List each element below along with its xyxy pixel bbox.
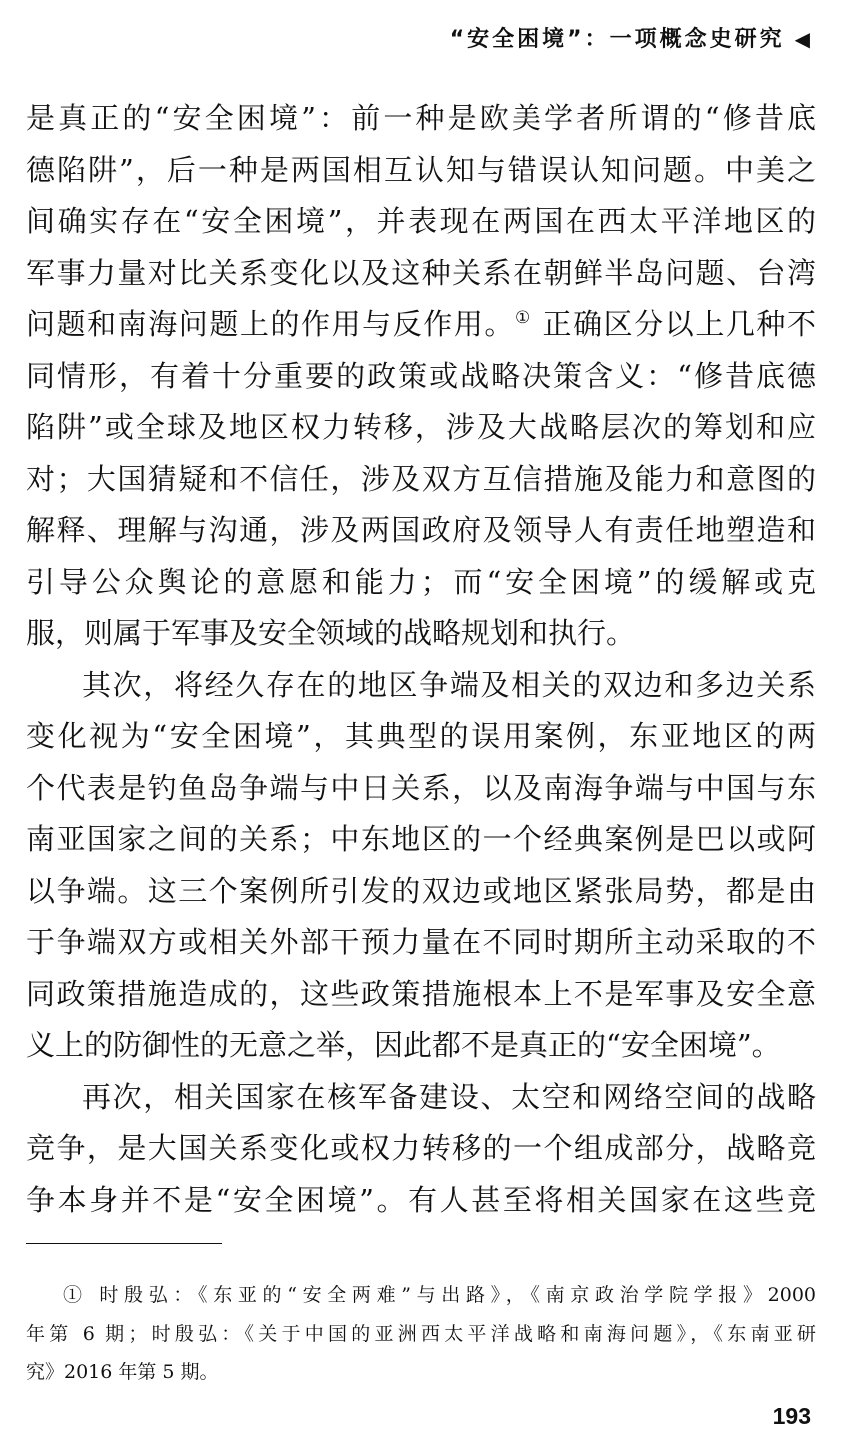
paragraph-first-line: 再次，相关国家在核军备建设、太空和网络空间的战略 — [82, 1079, 816, 1114]
footnote-reference[interactable]: ① — [514, 308, 532, 328]
text-line: 对；大国猜疑和不信任，涉及双方互信措施及能力和意图的 — [26, 461, 816, 496]
text-line: 陷阱”或全球及地区权力转移，涉及大战略层次的筹划和应 — [26, 410, 816, 444]
text-segment: 正确区分以上几种不 — [531, 307, 816, 341]
text-line: 引导公众舆论的意愿和能力；而“安全困境”的缓解或克 — [26, 564, 816, 599]
page-marker-icon: ◀ — [794, 27, 813, 51]
text-line: 德陷阱”，后一种是两国相互认知与错误认知问题。中美之 — [26, 152, 816, 187]
text-line: 于争端双方或相关外部干预力量在不同时期所主动采取的不 — [26, 925, 816, 959]
text-line: 南亚国家之间的关系；中东地区的一个经典案例是巴以或阿 — [26, 822, 816, 856]
text-line: 服，则属于军事及安全领域的战略规划和执行。 — [26, 616, 636, 650]
text-line: 军事力量对比关系变化以及这种关系在朝鲜半岛问题、台湾 — [26, 255, 816, 290]
text-segment: 问题和南海问题上的作用与反作用。 — [26, 307, 515, 341]
text-line: 解释、理解与沟通，涉及两国政府及领导人有责任地塑造和 — [26, 513, 816, 547]
running-title: “安全困境”：一项概念史研究 — [449, 27, 785, 52]
text-line: 间确实存在“安全困境”，并表现在两国在西太平洋地区的 — [26, 204, 816, 238]
text-line: 义上的防御性的无意之举，因此都不是真正的“安全困境”。 — [26, 1028, 781, 1062]
text-line: 以争端。这三个案例所引发的双边或地区紧张局势，都是由 — [26, 873, 816, 908]
text-line: 变化视为“安全困境”，其典型的误用案例，东亚地区的两 — [26, 719, 816, 753]
body-text — [26, 93, 816, 1226]
text-line: 是真正的“安全困境”：前一种是欧美学者所谓的“修昔底 — [26, 101, 816, 135]
footnote-line: 年第 6 期；时殷弘：《关于中国的亚洲西太平洋战略和南海问题》，《东南亚研 — [26, 1322, 816, 1345]
running-header — [450, 22, 813, 53]
text-line: 同情形，有着十分重要的政策或战略决策含义：“修昔底德 — [26, 358, 816, 393]
text-line — [26, 299, 816, 351]
text-line: 竞争，是大国关系变化或权力转移的一个组成部分，战略竞 — [26, 1131, 816, 1165]
footnote-divider — [26, 1243, 222, 1244]
text-line: 同政策措施造成的，这些政策措施根本上不是军事及安全意 — [26, 976, 816, 1011]
footnote-line: ① 时殷弘：《东亚的“安全两难”与出路》，《南京政治学院学报》2000 — [63, 1284, 816, 1306]
text-line: 个代表是钓鱼岛争端与中日关系，以及南海争端与中国与东 — [26, 770, 816, 805]
text-line: 争本身并不是“安全困境”。有人甚至将相关国家在这些竞 — [26, 1182, 816, 1217]
footnote-line: 究》2016 年第 5 期。 — [26, 1361, 219, 1383]
paragraph-first-line: 其次，将经久存在的地区争端及相关的双边和多边关系 — [82, 667, 816, 702]
footnotes — [26, 1276, 816, 1392]
page-number: 193 — [772, 1403, 811, 1429]
